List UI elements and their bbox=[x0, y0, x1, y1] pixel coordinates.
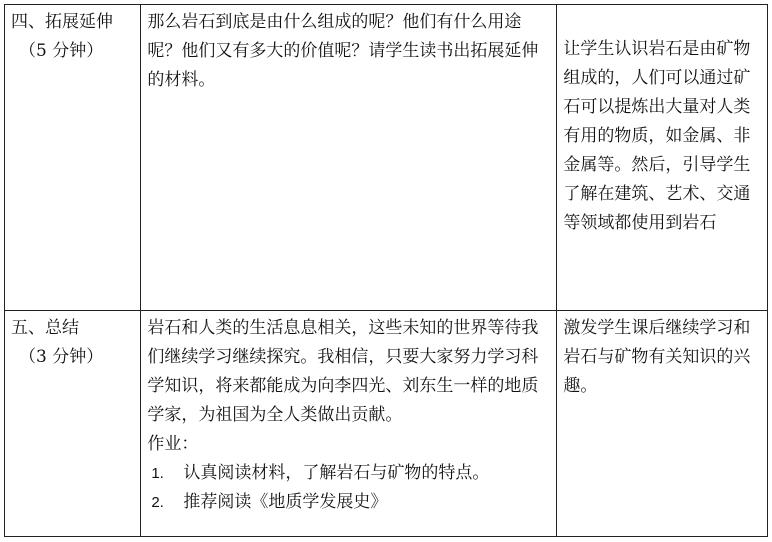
stage-cell bbox=[5, 5, 141, 311]
purpose-cell bbox=[557, 5, 768, 311]
activity-text: 那么岩石到底是由什么组成的呢？他们有什么用途呢？他们又有多大的价值呢？请学生读书出拓展延伸的材料。 bbox=[147, 12, 539, 90]
table-row-summary bbox=[5, 311, 768, 537]
stage-cell bbox=[5, 311, 141, 537]
table-row-extension bbox=[5, 5, 768, 311]
list-number: 1. bbox=[151, 465, 164, 482]
purpose-text: 让学生认识岩石是由矿物组成的，人们可以通过矿石可以提炼出大量对人类有用的物质，如金属、非金属等。然后，引导学生了解在建筑、艺术、交通等领域都使用到岩石 bbox=[563, 39, 751, 233]
stage-duration: （3 分钟） bbox=[19, 347, 104, 367]
stage-title: 四、拓展延伸 bbox=[11, 12, 113, 32]
activity-text: 岩石和人类的生活息息相关，这些未知的世界等待我们继续学习继续探究。我相信，只要大家努力学习科学知识，将来都能成为向李四光、刘东生一样的地质学家，为祖国为全人类做出贡献。 bbox=[147, 318, 539, 425]
list-text: 推荐阅读《地质学发展史》 bbox=[183, 492, 388, 512]
purpose-text: 激发学生课后继续学习和岩石与矿物有关知识的兴趣。 bbox=[563, 318, 751, 396]
stage-title: 五、总结 bbox=[11, 318, 79, 338]
list-item bbox=[147, 459, 550, 488]
activity-cell bbox=[141, 5, 557, 311]
list-number: 2. bbox=[151, 494, 164, 511]
stage-duration: （5 分钟） bbox=[19, 41, 104, 61]
homework-label: 作业： bbox=[147, 434, 199, 454]
activity-cell bbox=[141, 311, 557, 537]
homework-list bbox=[147, 459, 550, 517]
purpose-cell bbox=[557, 311, 768, 537]
list-item bbox=[147, 488, 550, 517]
lesson-plan-table bbox=[4, 4, 768, 537]
list-text: 认真阅读材料，了解岩石与矿物的特点。 bbox=[183, 463, 490, 483]
